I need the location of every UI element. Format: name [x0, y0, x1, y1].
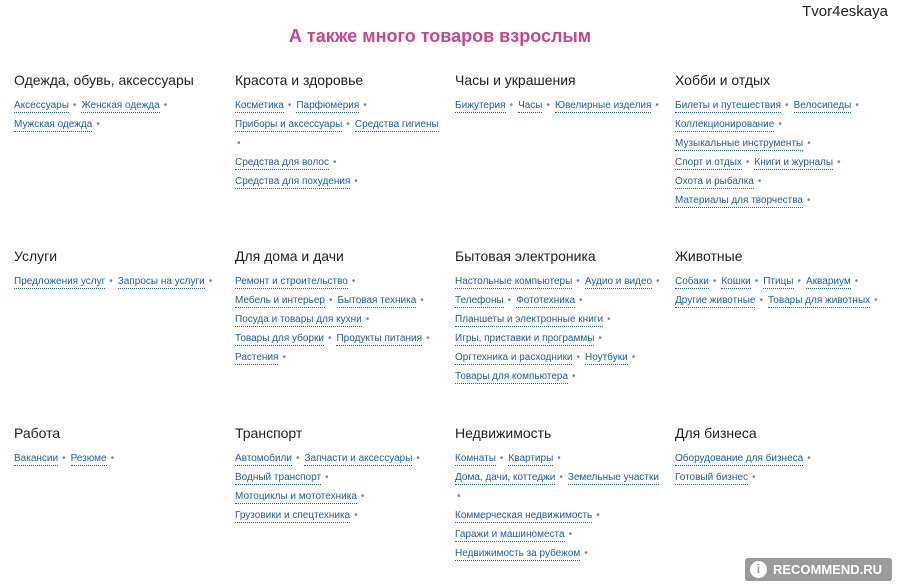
subcategory-list [235, 271, 445, 366]
subcategory-link[interactable]: Парфюмерия [296, 100, 360, 111]
subcategory-link[interactable]: Запросы на услуги [117, 276, 205, 287]
subcategory-row [455, 467, 665, 505]
bullet-separator-icon: • [807, 138, 811, 149]
category-title: Одежда, обувь, аксессуары [14, 72, 194, 88]
bullet-separator-icon: • [287, 100, 292, 111]
subcategory-link[interactable]: Товары для животных [767, 295, 871, 306]
bullet-separator-icon: • [757, 176, 762, 187]
subcategory-link[interactable]: Билеты и путешествия [675, 100, 782, 111]
subcategory-link[interactable]: Птицы [763, 276, 794, 287]
subcategory-link[interactable]: Бытовая техника [337, 295, 417, 306]
bullet-separator-icon: • [631, 352, 636, 363]
bullet-separator-icon: • [656, 276, 660, 287]
subcategory-row [235, 114, 445, 152]
subcategory-row [235, 505, 445, 524]
bullet-separator-icon: • [572, 371, 576, 382]
subcategory-list [675, 271, 885, 309]
category-block [455, 71, 665, 114]
subcategory-link[interactable]: Средства для похудения [235, 176, 351, 187]
subcategory-link[interactable]: Коллекционирование [675, 119, 775, 130]
username: Tvor4eskaya [802, 3, 888, 20]
subcategory-link[interactable]: Средства гигиены [354, 119, 439, 130]
subcategory-row [235, 448, 445, 467]
bullet-separator-icon: • [62, 453, 66, 464]
subcategory-link[interactable]: Товары для уборки [235, 333, 324, 344]
bullet-separator-icon: • [778, 119, 782, 130]
subcategory-link[interactable]: Растения [235, 352, 279, 363]
subcategory-link[interactable]: Настольные компьютеры [455, 276, 573, 287]
subcategory-link[interactable]: Собаки [675, 276, 709, 287]
bullet-separator-icon: • [325, 472, 329, 483]
subcategory-link[interactable]: Коммерческая недвижимость [455, 510, 593, 521]
subcategory-link[interactable]: Дома, дачи, коттеджи [455, 472, 556, 483]
bullet-separator-icon: • [797, 276, 802, 287]
subcategory-row [455, 347, 665, 366]
subcategory-link[interactable]: Бижутерия [455, 100, 506, 111]
bullet-separator-icon: • [295, 453, 300, 464]
subcategory-link[interactable]: Гаражи и машиноместа [455, 529, 565, 540]
subcategory-link[interactable]: Женская одежда [81, 100, 160, 111]
subcategory-link[interactable]: Косметика [235, 100, 284, 111]
category-block [675, 71, 885, 209]
subcategory-row [235, 347, 445, 366]
subcategory-row [235, 328, 445, 347]
subcategory-link[interactable]: Охота и рыбалка [675, 176, 754, 187]
subcategory-row [675, 152, 885, 171]
bullet-separator-icon: • [546, 100, 550, 111]
bullet-separator-icon: • [109, 276, 113, 287]
category-title: Недвижимость [455, 425, 552, 441]
subcategory-list [455, 271, 665, 385]
subcategory-row [14, 114, 224, 133]
subcategory-row [235, 309, 445, 328]
subcategory-row [455, 505, 665, 524]
subcategory-row [235, 271, 445, 290]
subcategory-link[interactable]: Часы [518, 100, 543, 111]
subcategory-row [455, 290, 665, 309]
subcategory-link[interactable]: Спорт и отдых [675, 157, 742, 168]
bullet-separator-icon: • [557, 453, 561, 464]
subcategory-row [455, 524, 665, 543]
subcategory-link[interactable]: Планшеты и электронные книги [455, 314, 604, 325]
bullet-separator-icon: • [327, 333, 332, 344]
category-title: Часы и украшения [455, 72, 576, 88]
subcategory-link[interactable]: Аудио и видео [584, 276, 653, 287]
category-block [14, 71, 224, 133]
subcategory-link[interactable]: Ювелирные изделия [555, 100, 652, 111]
bullet-separator-icon: • [363, 100, 367, 111]
subcategory-link[interactable]: Мебель и интерьер [235, 295, 325, 306]
subcategory-link[interactable]: Квартиры [508, 453, 554, 464]
bullet-separator-icon: • [596, 510, 600, 521]
bullet-separator-icon: • [568, 529, 573, 540]
category-block [455, 247, 665, 385]
subcategory-link[interactable]: Телефоны [455, 295, 504, 306]
subcategory-link[interactable]: Посуда и товары для кухни [235, 314, 362, 325]
subcategory-list [14, 448, 224, 467]
subcategory-link[interactable]: Фототехника [516, 295, 576, 306]
bullet-separator-icon: • [426, 333, 430, 344]
subcategory-row [235, 467, 445, 486]
subcategory-row [235, 171, 445, 190]
category-block [235, 247, 445, 366]
bullet-separator-icon: • [346, 119, 350, 130]
category-block [675, 247, 885, 309]
bullet-separator-icon: • [509, 100, 514, 111]
subcategory-list [14, 271, 224, 290]
bullet-separator-icon: • [584, 548, 588, 559]
subcategory-link[interactable]: Материалы для творчества [675, 195, 803, 206]
bullet-separator-icon: • [806, 195, 811, 206]
bullet-separator-icon: • [855, 100, 859, 111]
subcategory-row [455, 328, 665, 347]
subcategory-row [455, 543, 665, 562]
category-title: Бытовая электроника [455, 248, 596, 264]
subcategory-link[interactable]: Другие животные [675, 295, 756, 306]
bullet-separator-icon: • [72, 100, 77, 111]
bullet-separator-icon: • [282, 352, 286, 363]
category-block [14, 424, 224, 467]
subcategory-row [14, 95, 224, 114]
bullet-separator-icon: • [607, 314, 611, 325]
subcategory-list [455, 448, 665, 562]
subcategory-row [675, 95, 885, 114]
subcategory-link[interactable]: Аксессуары [14, 100, 69, 111]
subcategory-row [675, 114, 885, 133]
subcategory-row [455, 95, 665, 114]
subcategory-list [14, 95, 224, 133]
bullet-separator-icon: • [96, 119, 100, 130]
subcategory-row [675, 448, 885, 486]
subcategory-link[interactable]: Готовый бизнес [675, 472, 748, 483]
subcategory-link[interactable]: Средства для волос [235, 157, 329, 168]
bullet-separator-icon: • [712, 276, 717, 287]
subcategory-row [235, 95, 445, 114]
subcategory-link[interactable]: Оборудование для бизнеса [675, 453, 804, 464]
subcategory-row [455, 366, 665, 385]
page-title: А также много товаров взрослым [288, 26, 592, 46]
bullet-separator-icon: • [365, 314, 370, 325]
bullet-separator-icon: • [237, 138, 241, 149]
bullet-separator-icon: • [854, 276, 859, 287]
subcategory-link[interactable]: Запчасти и аксессуары [304, 453, 413, 464]
subcategory-link[interactable]: Ноутбуки [584, 352, 628, 363]
bullet-separator-icon: • [576, 352, 580, 363]
subcategory-link[interactable]: Игры, приставки и программы [455, 333, 595, 344]
bullet-separator-icon: • [110, 453, 115, 464]
bullet-separator-icon: • [351, 276, 356, 287]
subcategory-list [675, 95, 885, 209]
bullet-separator-icon: • [837, 157, 841, 168]
subcategory-link[interactable]: Кошки [721, 276, 751, 287]
category-block [14, 247, 224, 290]
subcategory-link[interactable]: Недвижимость за рубежом [455, 548, 581, 559]
subcategory-link[interactable]: Товары для компьютера [455, 371, 569, 382]
subcategory-link[interactable]: Мотоциклы и мототехника [235, 491, 357, 502]
subcategory-link[interactable]: Мужская одежда [14, 119, 93, 130]
bullet-separator-icon: • [208, 276, 213, 287]
subcategory-row [675, 290, 885, 309]
category-title: Животные [675, 248, 743, 264]
bullet-separator-icon: • [655, 100, 659, 111]
subcategory-row [675, 271, 885, 290]
bullet-separator-icon: • [507, 295, 512, 306]
subcategory-row [675, 171, 885, 190]
subcategory-row [455, 448, 665, 467]
category-title: Хобби и отдых [675, 72, 771, 88]
subcategory-link[interactable]: Приборы и аксессуары [235, 119, 343, 130]
category-block [235, 71, 445, 190]
subcategory-link[interactable]: Музыкальные инструменты [675, 138, 804, 149]
category-title: Транспорт [235, 425, 303, 441]
bullet-separator-icon: • [354, 176, 358, 187]
bullet-separator-icon: • [598, 333, 602, 344]
category-title: Для дома и дачи [235, 248, 344, 264]
subcategory-row [235, 486, 445, 505]
bullet-separator-icon: • [579, 295, 583, 306]
category-title: Работа [14, 425, 61, 441]
category-block [235, 424, 445, 524]
subcategory-link[interactable]: Аквариум [806, 276, 851, 287]
subcategory-link[interactable]: Резюме [70, 453, 107, 464]
bullet-separator-icon: • [807, 453, 811, 464]
category-title: Услуги [14, 248, 58, 264]
subcategory-row [14, 271, 224, 290]
category-block [675, 424, 885, 486]
subcategory-link[interactable]: Автомобили [235, 453, 292, 464]
subcategory-link[interactable]: Вакансии [14, 453, 59, 464]
bullet-separator-icon: • [163, 100, 168, 111]
subcategory-list [455, 95, 665, 114]
bullet-separator-icon: • [328, 295, 333, 306]
subcategory-list [235, 95, 445, 190]
bullet-separator-icon: • [785, 100, 789, 111]
subcategory-link[interactable]: Водный транспорт [235, 472, 322, 483]
bullet-separator-icon: • [559, 472, 563, 483]
subcategory-link[interactable]: Велосипеды [793, 100, 852, 111]
category-block [455, 424, 665, 562]
recommend-logo-icon: i [750, 561, 767, 578]
bullet-separator-icon: • [759, 295, 763, 306]
subcategory-row [14, 448, 224, 467]
subcategory-link[interactable]: Земельные участки [567, 472, 659, 483]
watermark [745, 558, 892, 581]
bullet-separator-icon: • [499, 453, 504, 464]
subcategory-row [455, 271, 665, 290]
subcategory-row [675, 133, 885, 152]
subcategory-link[interactable]: Грузовики и спецтехника [235, 510, 351, 521]
bullet-separator-icon: • [576, 276, 580, 287]
bullet-separator-icon: • [360, 491, 365, 502]
subcategory-link[interactable]: Продукты питания [336, 333, 422, 344]
bullet-separator-icon: • [745, 157, 750, 168]
bullet-separator-icon: • [751, 472, 756, 483]
bullet-separator-icon: • [333, 157, 337, 168]
bullet-separator-icon: • [874, 295, 878, 306]
bullet-separator-icon: • [754, 276, 759, 287]
bullet-separator-icon: • [457, 491, 461, 502]
subcategory-link[interactable]: Оргтехника и расходники [455, 352, 573, 363]
watermark-text: RECOMMEND.RU [772, 562, 882, 577]
bullet-separator-icon: • [416, 453, 420, 464]
subcategory-link[interactable]: Предложения услуг [14, 276, 106, 287]
subcategory-link[interactable]: Книги и журналы [754, 157, 834, 168]
subcategory-row [235, 152, 445, 171]
subcategory-row [455, 309, 665, 328]
subcategory-row [235, 290, 445, 309]
subcategory-link[interactable]: Ремонт и строительство [235, 276, 348, 287]
subcategory-list [675, 448, 885, 486]
category-title: Для бизнеса [675, 425, 757, 441]
category-title: Красота и здоровье [235, 72, 364, 88]
bullet-separator-icon: • [354, 510, 358, 521]
bullet-separator-icon: • [420, 295, 424, 306]
subcategory-row [675, 190, 885, 209]
subcategory-list [235, 448, 445, 524]
subcategory-link[interactable]: Комнаты [455, 453, 496, 464]
